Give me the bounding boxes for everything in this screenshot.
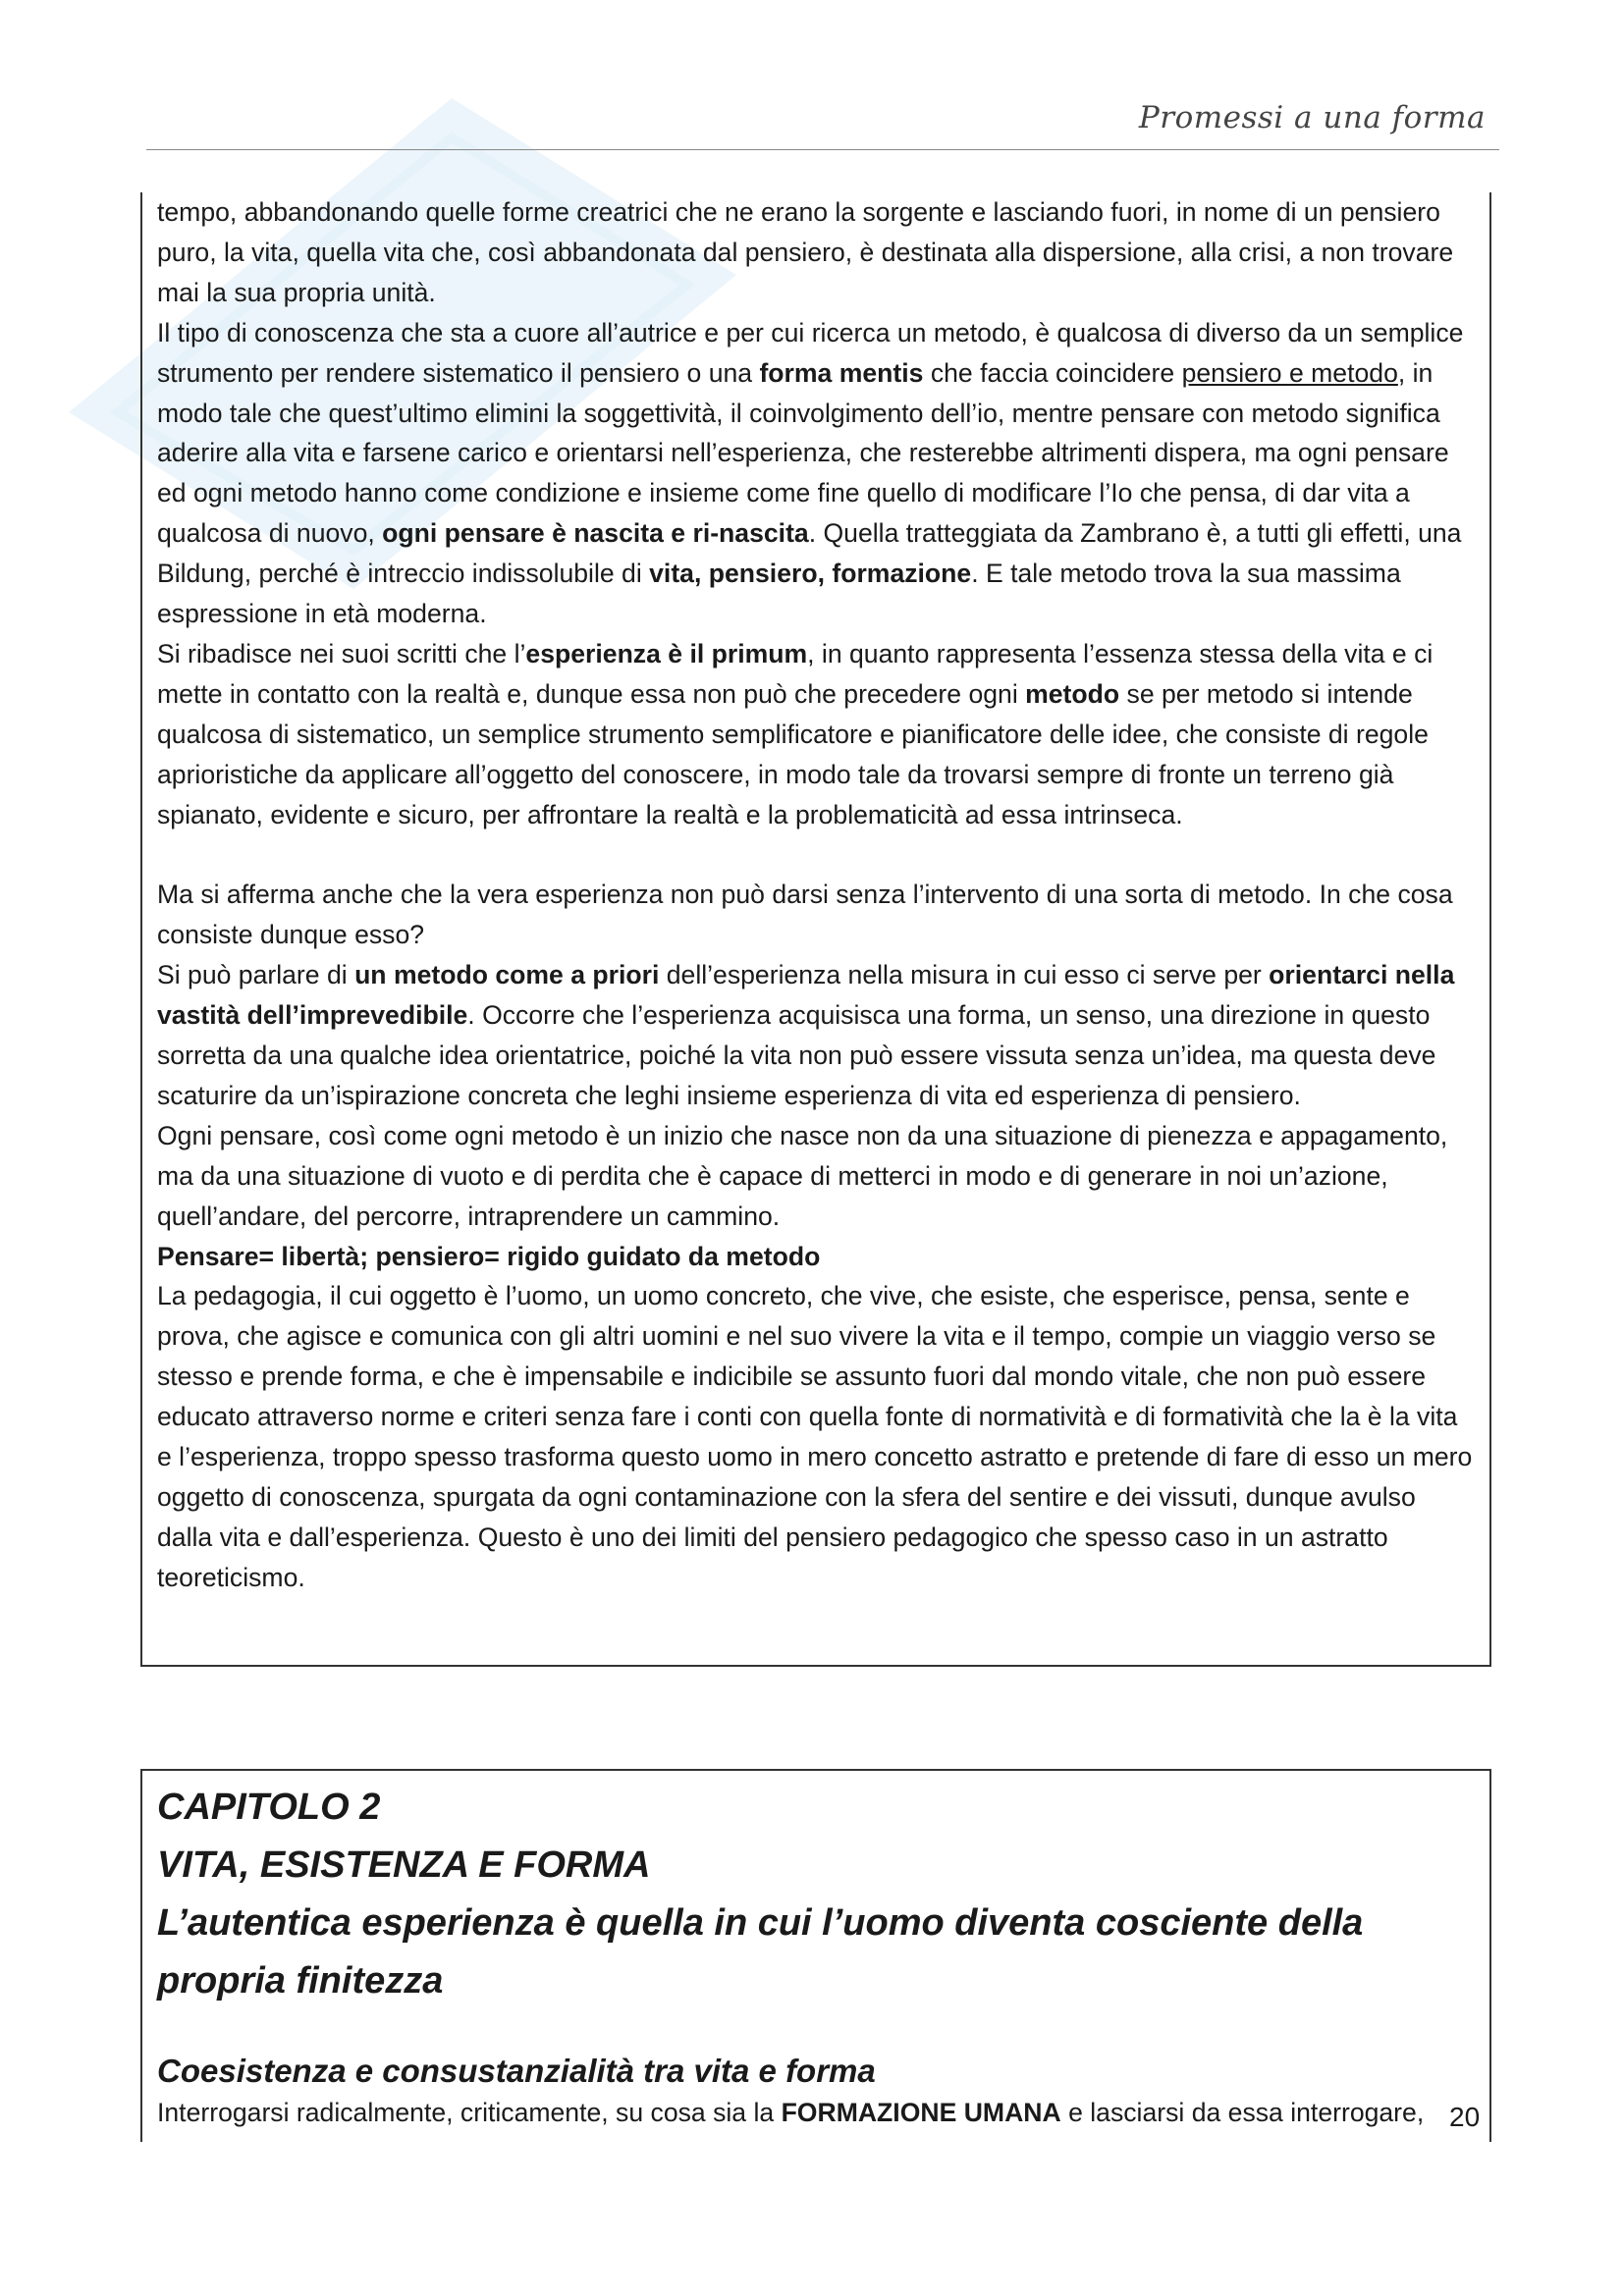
chapter-body-paragraph: Interrogarsi radicalmente, criticamente, su cosa sia la FORMAZIONE UMANA e lasciarsi da essa interrogare, (157, 2098, 1425, 2127)
chapter-subtitle: L’autentica esperienza è quella in cui l’uomo diventa cosciente della propria finitezza (157, 1902, 1364, 2002)
paragraph-4: Ma si afferma anche che la vera esperienza non può darsi senza l’intervento di una sorta di metodo. In che cosa consiste dunque esso? (157, 880, 1453, 950)
header-rule (146, 149, 1499, 150)
page-number: 20 (1449, 2102, 1481, 2132)
paragraph-gap (157, 835, 1476, 876)
paragraph-6: Ogni pensare, così come ogni metodo è un inizio che nasce non da una situazione di pienezza e appagamento, ma da una situazione di vuoto e di perdita che è capace di metterci in modo e di generare in noi un’azione, quell’andare, del percorre, intraprendere un cammino. (157, 1120, 1448, 1231)
paragraph-2: Il tipo di conoscenza che sta a cuore all’autrice e per cui ricerca un metodo, è qualcosa di diverso da un semplice strumento per rendere sistematico il pensiero o una forma mentis che faccia coincidere pensiero e metodo, in modo tale che quest’ultimo elimini la soggettività, il coinvolgimento dell’io, mentre pensare con metodo significa aderire alla vita e farsene carico e orientarsi nell’esperienza, che resterebbe altrimenti dispera, ma ogni pensare ed ogni metodo hanno come condizione e insieme come fine quello di modificare l’Io che pensa, di dar vita a qualcosa di nuovo, ogni pensare è nascita e ri-nascita. Quella tratteggiata da Zambrano è, a tutti gli effetti, una Bildung, perché è intreccio indissolubile di vita, pensiero, formazione. E tale metodo trova la sua massima espressione in età moderna. (157, 317, 1464, 629)
paragraph-5: Si può parlare di un metodo come a priori dell’esperienza nella misura in cui esso ci serve per orientarci nella vastità dell’imprevedibile. Occorre che l’esperienza acquisisca una forma, un senso, una direzione in questo sorretta da una qualche idea orientatrice, poiché la vita non può essere vissuta senza un’idea, ma questa deve scaturire da un’ispirazione concreta che leghi insieme esperienza di vita ed esperienza di pensiero. (157, 960, 1455, 1110)
running-header-title: Promessi a una forma (1138, 100, 1486, 135)
paragraph-3: Si ribadisce nei suoi scritti che l’esperienza è il primum, in quanto rappresenta l’essenza stessa della vita e ci mette in contatto con la realtà e, dunque essa non può che precedere ogni metodo se per metodo si intende qualcosa di sistematico, un semplice strumento semplificatore e pianificatore delle idee, che consiste di regole aprioristiche da applicare all’oggetto del conoscere, in modo tale da trovarsi sempre di fronte un terreno già spianato, evidente e sicuro, per affrontare la realtà e la problematicità ad essa intrinseca. (157, 638, 1434, 829)
paragraph-7-bold: Pensare= libertà; pensiero= rigido guidato da metodo (157, 1241, 821, 1271)
paragraph-1: tempo, abbandonando quelle forme creatrici che ne erano la sorgente e lasciando fuori, in nome di un pensiero puro, la vita, quella vita che, così abbandonata dal pensiero, è destinata alla dispersione, alla crisi, a non trovare mai la sua propria unità. (157, 197, 1454, 307)
chapter-label: CAPITOLO 2 (157, 1787, 381, 1828)
chapter-box (140, 1769, 1491, 2142)
paragraph-8: La pedagogia, il cui oggetto è l’uomo, un uomo concreto, che vive, che esiste, che esperisce, pensa, sente e prova, che agisce e comunica con gli altri uomini e nel suo vivere la vita e il tempo, compie un viaggio verso se stesso e prende forma, e che è impensabile e indicibile se assunto fuori dal mondo vitale, che non può essere educato attraverso norme e criteri senza fare i conti con quella fonte di normatività e di formatività che la è la vita e l’esperienza, troppo spesso trasforma questo uomo in mero concetto astratto e pretende di fare di esso un mero oggetto di conoscenza, spurgata da ogni contaminazione con la sfera del sentire e dei vissuti, dunque avulso dalla vita e dall’esperienza. Questo è uno dei limiti del pensiero pedagogico che spesso caso in un astratto teoreticismo. (157, 1281, 1473, 1592)
content-box (140, 192, 1491, 1667)
section-heading: Coesistenza e consustanzialità tra vita e forma (157, 2053, 876, 2089)
chapter-title: VITA, ESISTENZA E FORMA (157, 1844, 651, 1886)
